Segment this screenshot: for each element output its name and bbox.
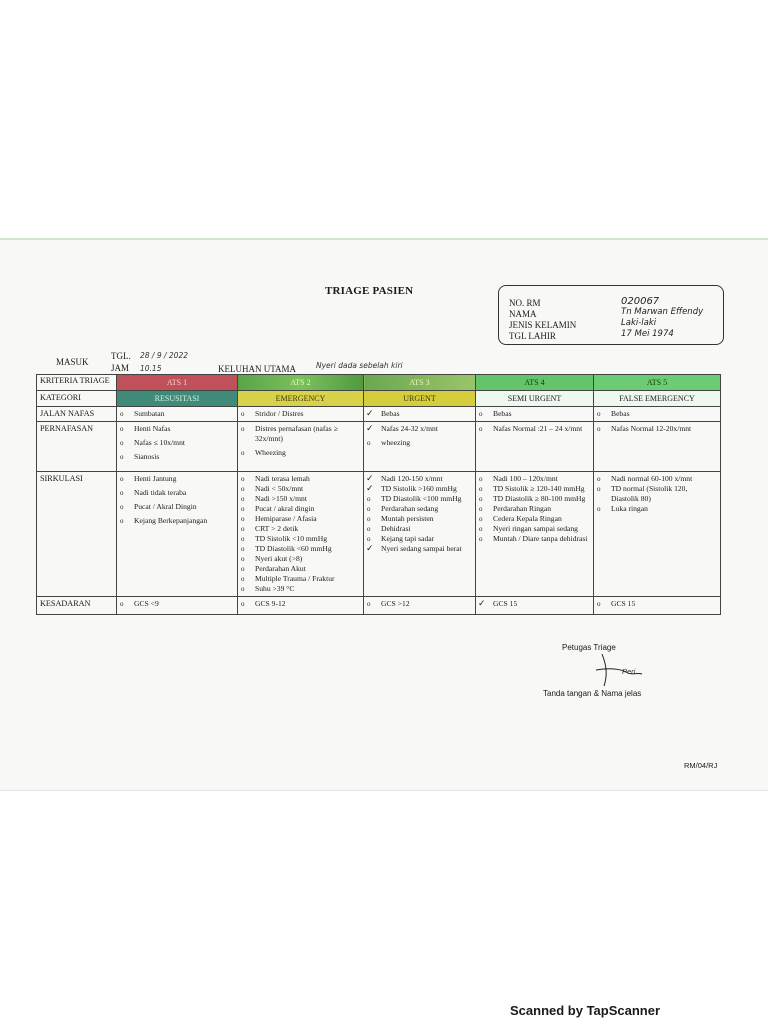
- circle-bullet-icon: o: [120, 517, 124, 525]
- table-cell: [238, 472, 364, 597]
- circle-bullet-icon: o: [241, 505, 245, 513]
- criterion-item: [120, 409, 234, 419]
- patient-row-nama: NAMA Tn Marwan Effendy: [509, 307, 704, 319]
- criterion-item: [367, 494, 472, 504]
- circle-bullet-icon: o: [479, 485, 483, 493]
- circle-bullet-icon: o: [597, 425, 601, 433]
- criterion-item: [479, 424, 590, 434]
- circle-bullet-icon: o: [479, 505, 483, 513]
- patient-row-rm: NO. RM 020067: [509, 296, 660, 308]
- criterion-text: wheezing: [381, 438, 411, 447]
- col-ats2-bottom: EMERGENCY: [238, 391, 364, 407]
- circle-bullet-icon: o: [241, 475, 245, 483]
- circle-bullet-icon: o: [479, 425, 483, 433]
- criterion-text: TD Sistolik <10 mmHg: [255, 534, 327, 543]
- col-ats1-top: ATS 1: [117, 375, 238, 391]
- criterion-item: [241, 599, 360, 609]
- criterion-item: [120, 452, 234, 462]
- circle-bullet-icon: o: [241, 575, 245, 583]
- col-ats5-bottom: FALSE EMERGENCY: [594, 391, 721, 407]
- col-ats4-top: ATS 4: [476, 375, 594, 391]
- checkmark-icon: ✓: [366, 543, 374, 553]
- criterion-text: Nadi normal 60-100 x/mnt: [611, 474, 693, 483]
- criterion-text: GCS 9-12: [255, 599, 286, 608]
- criterion-item: [120, 474, 234, 484]
- criterion-text: Nadi 100 – 120x/mnt: [493, 474, 558, 483]
- criterion-item: [241, 484, 360, 494]
- circle-bullet-icon: o: [241, 555, 245, 563]
- criterion-item: [479, 484, 590, 494]
- patient-gender-value: Laki-laki: [621, 318, 657, 328]
- keluhan-value: Nyeri dada sebelah kiri: [316, 361, 403, 370]
- criterion-text: Nafas Normal 12-20x/mnt: [611, 424, 692, 433]
- crit-header-bottom: KATEGORI: [37, 391, 117, 407]
- triage-body: [37, 407, 721, 615]
- patient-row-gender: JENIS KELAMIN Laki-laki: [509, 318, 657, 330]
- table-row: [37, 472, 721, 597]
- criterion-text: Nadi terasa lemah: [255, 474, 310, 483]
- circle-bullet-icon: o: [479, 475, 483, 483]
- table-cell: [117, 597, 238, 615]
- criterion-text: CRT > 2 detik: [255, 524, 299, 533]
- patient-rm-value: 020067: [621, 296, 660, 307]
- spacer: [120, 462, 234, 466]
- signature-caption: Tanda tangan & Nama jelas: [543, 689, 642, 698]
- keluhan-label: KELUHAN UTAMA: [218, 364, 297, 374]
- circle-bullet-icon: o: [367, 535, 371, 543]
- circle-bullet-icon: o: [367, 525, 371, 533]
- criterion-item: [241, 574, 360, 584]
- criterion-text: Bebas: [611, 409, 630, 418]
- checkmark-icon: ✓: [366, 473, 374, 483]
- spacer: [479, 434, 590, 438]
- checkmark-icon: ✓: [478, 598, 486, 608]
- col-ats2-top: ATS 2: [238, 375, 364, 391]
- circle-bullet-icon: o: [120, 410, 124, 418]
- triage-table: [36, 374, 721, 615]
- criterion-item: [241, 409, 360, 419]
- criterion-text: Nadi >150 x/mnt: [255, 494, 307, 503]
- circle-bullet-icon: o: [120, 600, 124, 608]
- table-cell: [594, 407, 721, 422]
- criterion-item: [367, 544, 472, 554]
- table-cell: [117, 422, 238, 472]
- table-cell: [594, 597, 721, 615]
- col-ats5-top: ATS 5: [594, 375, 721, 391]
- table-cell: [476, 597, 594, 615]
- row-label: PERNAFASAN: [37, 422, 117, 472]
- circle-bullet-icon: o: [479, 525, 483, 533]
- table-cell: [476, 407, 594, 422]
- criterion-item: [120, 599, 234, 609]
- criterion-item: [597, 409, 717, 419]
- spacer: [120, 526, 234, 530]
- checkmark-icon: ✓: [366, 483, 374, 493]
- criterion-item: [479, 599, 590, 609]
- criterion-item: [120, 488, 234, 498]
- circle-bullet-icon: o: [367, 515, 371, 523]
- criterion-text: Multiple Trauma / Fraktur: [255, 574, 335, 583]
- circle-bullet-icon: o: [120, 475, 124, 483]
- criterion-item: [120, 424, 234, 434]
- circle-bullet-icon: o: [241, 495, 245, 503]
- criterion-text: Kejang tapi sadar: [381, 534, 435, 543]
- criterion-item: [120, 516, 234, 526]
- spacer: [597, 434, 717, 438]
- criterion-text: Muntah / Diare tanpa dehidrasi: [493, 534, 588, 543]
- criterion-item: [597, 599, 717, 609]
- criterion-text: Sianosis: [134, 452, 160, 461]
- criterion-item: [241, 504, 360, 514]
- circle-bullet-icon: o: [241, 600, 245, 608]
- table-cell: [238, 597, 364, 615]
- circle-bullet-icon: o: [241, 585, 245, 593]
- circle-bullet-icon: o: [241, 545, 245, 553]
- signature-name: Peri: [622, 667, 636, 676]
- patient-nama-value: Tn Marwan Effendy: [621, 307, 704, 317]
- criterion-text: TD Sistolik >160 mmHg: [381, 484, 457, 493]
- criterion-text: TD Sistolik ≥ 120-140 mmHg: [493, 484, 585, 493]
- criterion-item: [367, 514, 472, 524]
- tgl-value: 28 / 9 / 2022: [140, 351, 188, 360]
- criterion-text: Nyeri ringan sampai sedang: [493, 524, 578, 533]
- document-title: TRIAGE PASIEN: [325, 285, 414, 297]
- criterion-item: [241, 494, 360, 504]
- table-cell: [117, 472, 238, 597]
- criterion-text: TD normal (Sistolik 120, Diastolik 80): [611, 484, 688, 503]
- circle-bullet-icon: o: [367, 505, 371, 513]
- patient-dob-value: 17 Mei 1974: [621, 329, 674, 339]
- table-cell: [594, 472, 721, 597]
- criterion-item: [367, 504, 472, 514]
- criterion-item: [241, 514, 360, 524]
- criterion-item: [241, 564, 360, 574]
- criterion-item: [479, 409, 590, 419]
- criterion-item: [479, 514, 590, 524]
- criterion-text: Pucat / Akral Dingin: [134, 502, 197, 511]
- criterion-item: [367, 424, 472, 434]
- circle-bullet-icon: o: [479, 410, 483, 418]
- table-cell: [117, 407, 238, 422]
- criterion-text: Perdarahan Ringan: [493, 504, 551, 513]
- criterion-item: [479, 504, 590, 514]
- criterion-item: [479, 524, 590, 534]
- criterion-text: Sumbatan: [134, 409, 165, 418]
- criterion-item: [479, 534, 590, 544]
- criterion-item: [597, 424, 717, 434]
- circle-bullet-icon: o: [241, 449, 245, 457]
- crit-header-top: KRITERIA TRIAGE: [37, 375, 117, 391]
- criterion-item: [120, 502, 234, 512]
- table-cell: [364, 472, 476, 597]
- criterion-item: [241, 524, 360, 534]
- spacer: [241, 458, 360, 462]
- table-cell: [594, 422, 721, 472]
- criterion-item: [120, 438, 234, 448]
- criterion-item: [241, 584, 360, 594]
- criterion-item: [241, 544, 360, 554]
- criterion-item: [479, 494, 590, 504]
- criterion-text: Bebas: [493, 409, 512, 418]
- circle-bullet-icon: o: [241, 535, 245, 543]
- jam-value: 10.15: [140, 364, 162, 373]
- criterion-item: [241, 424, 360, 444]
- circle-bullet-icon: o: [241, 410, 245, 418]
- masuk-label: MASUK: [56, 357, 89, 367]
- circle-bullet-icon: o: [241, 565, 245, 573]
- criterion-item: [367, 524, 472, 534]
- criterion-text: GCS 15: [611, 599, 636, 608]
- circle-bullet-icon: o: [120, 453, 124, 461]
- criterion-text: Muntah persisten: [381, 514, 434, 523]
- spacer: [367, 448, 472, 452]
- circle-bullet-icon: o: [241, 515, 245, 523]
- circle-bullet-icon: o: [120, 425, 124, 433]
- circle-bullet-icon: o: [597, 600, 601, 608]
- row-label: SIRKULASI: [37, 472, 117, 597]
- criterion-text: Nyeri akut (>8): [255, 554, 303, 563]
- criterion-text: Perdarahan sedang: [381, 504, 439, 513]
- col-ats4-bottom: SEMI URGENT: [476, 391, 594, 407]
- criterion-text: TD Diastolik <60 mmHg: [255, 544, 332, 553]
- col-ats3-bottom: URGENT: [364, 391, 476, 407]
- criterion-item: [597, 484, 717, 504]
- circle-bullet-icon: o: [367, 495, 371, 503]
- criterion-text: Hemiparase / Afasia: [255, 514, 317, 523]
- table-cell: [364, 407, 476, 422]
- criterion-text: GCS <9: [134, 599, 159, 608]
- circle-bullet-icon: o: [241, 525, 245, 533]
- criterion-item: [479, 474, 590, 484]
- criterion-text: Henti Jantung: [134, 474, 177, 483]
- circle-bullet-icon: o: [597, 410, 601, 418]
- criterion-text: Henti Nafas: [134, 424, 171, 433]
- criterion-text: Stridor / Distres: [255, 409, 304, 418]
- criterion-text: Wheezing: [255, 448, 286, 457]
- circle-bullet-icon: o: [479, 515, 483, 523]
- criterion-text: Nadi 120-150 x/mnt: [381, 474, 443, 483]
- table-row: [37, 407, 721, 422]
- criterion-item: [367, 534, 472, 544]
- form-code: RM/04/RJ: [684, 761, 718, 770]
- criterion-item: [367, 599, 472, 609]
- criterion-text: Nadi tidak teraba: [134, 488, 187, 497]
- criterion-text: Nafas Normal :21 – 24 x/mnt: [493, 424, 583, 433]
- circle-bullet-icon: o: [479, 495, 483, 503]
- circle-bullet-icon: o: [241, 425, 245, 433]
- criterion-text: Nafas 24-32 x/mnt: [381, 424, 438, 433]
- criterion-text: Perdarahan Akut: [255, 564, 306, 573]
- circle-bullet-icon: o: [367, 439, 371, 447]
- circle-bullet-icon: o: [120, 503, 124, 511]
- criterion-item: [367, 474, 472, 484]
- circle-bullet-icon: o: [241, 485, 245, 493]
- criterion-text: Luka ringan: [611, 504, 648, 513]
- circle-bullet-icon: o: [479, 535, 483, 543]
- criterion-item: [367, 438, 472, 448]
- criterion-item: [241, 554, 360, 564]
- patient-row-dob: TGL LAHIR 17 Mei 1974: [509, 329, 674, 341]
- circle-bullet-icon: o: [597, 505, 601, 513]
- table-cell: [238, 407, 364, 422]
- criterion-text: TD Diastolik ≥ 80-100 mmHg: [493, 494, 586, 503]
- criterion-text: Cedera Kepala Ringan: [493, 514, 562, 523]
- table-cell: [238, 422, 364, 472]
- scanner-footer: Scanned by TapScanner: [510, 1003, 661, 1018]
- circle-bullet-icon: o: [120, 489, 124, 497]
- criterion-text: Nafas ≤ 10x/mnt: [134, 438, 185, 447]
- criterion-item: [367, 409, 472, 419]
- tgl-label: TGL.: [111, 351, 131, 361]
- table-row: [37, 597, 721, 615]
- table-cell: [476, 422, 594, 472]
- col-ats1-bottom: RESUSITASI: [117, 391, 238, 407]
- criterion-item: [367, 484, 472, 494]
- table-header-row-bottom: [37, 391, 721, 407]
- circle-bullet-icon: o: [597, 485, 601, 493]
- patient-id-box: [498, 285, 724, 345]
- row-label: JALAN NAFAS: [37, 407, 117, 422]
- criterion-text: Pucat / akral dingin: [255, 504, 315, 513]
- criterion-item: [241, 448, 360, 458]
- criterion-text: Kejang Berkepanjangan: [134, 516, 208, 525]
- checkmark-icon: ✓: [366, 408, 374, 418]
- checkmark-icon: ✓: [366, 423, 374, 433]
- criterion-text: Dehidrasi: [381, 524, 411, 533]
- criterion-item: [597, 474, 717, 484]
- circle-bullet-icon: o: [597, 475, 601, 483]
- criterion-item: [597, 504, 717, 514]
- criterion-item: [241, 474, 360, 484]
- criterion-text: Bebas: [381, 409, 400, 418]
- jam-label: JAM: [111, 363, 130, 373]
- table-row: [37, 422, 721, 472]
- criterion-text: Suhu >39 °C: [255, 584, 295, 593]
- table-cell: [476, 472, 594, 597]
- criterion-text: Nyeri sedang sampai berat: [381, 544, 462, 553]
- criterion-item: [241, 534, 360, 544]
- table-header-row-top: [37, 375, 721, 391]
- circle-bullet-icon: o: [367, 600, 371, 608]
- row-label: KESADARAN: [37, 597, 117, 615]
- criterion-text: Distres pernafasan (nafas ≥ 32x/mnt): [255, 424, 338, 443]
- criterion-text: TD Diastolik <100 mmHg: [381, 494, 462, 503]
- criterion-text: GCS >12: [381, 599, 410, 608]
- table-cell: [364, 422, 476, 472]
- circle-bullet-icon: o: [120, 439, 124, 447]
- table-cell: [364, 597, 476, 615]
- criterion-text: GCS 15: [493, 599, 518, 608]
- signature-title: Petugas Triage: [562, 643, 616, 652]
- criterion-text: Nadi < 50x/mnt: [255, 484, 304, 493]
- col-ats3-top: ATS 3: [364, 375, 476, 391]
